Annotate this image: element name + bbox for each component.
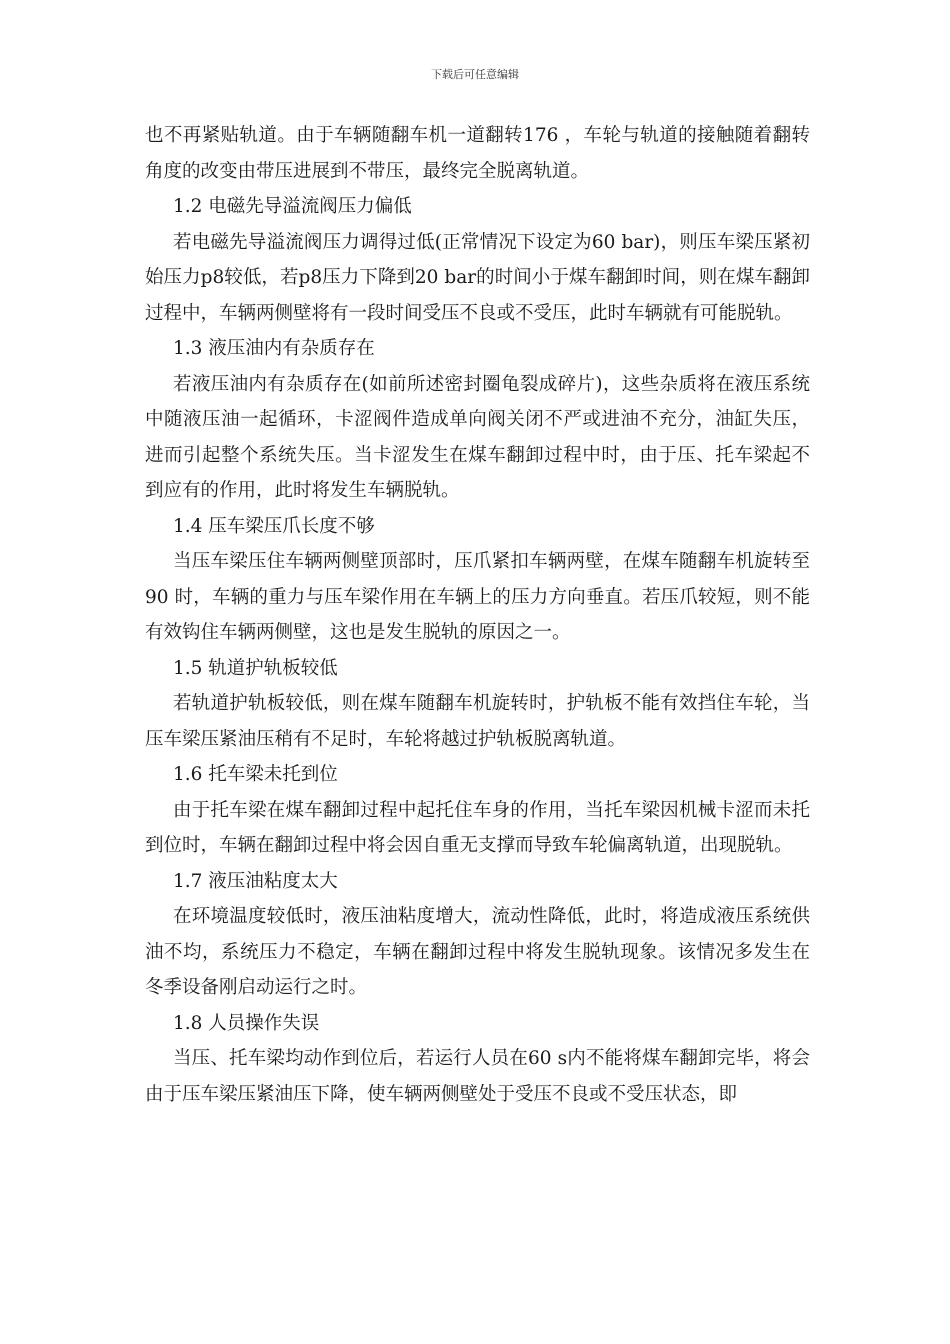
paragraph: 当压、托车梁均动作到位后，若运行人员在60 s内不能将煤车翻卸完毕，将会由于压车梁压紧油压下降，使车辆两侧壁处于受压不良或不受压状态，即 [145,1048,810,1105]
paragraph: 若液压油内有杂质存在(如前所述密封圈龟裂成碎片)，这些杂质将在液压系统中随液压油一起循环，卡涩阀件造成单向阀关闭不严或进油不充分，油缸失压，进而引起整个系统失压。当卡涩发生在煤车翻卸过程中时，由于压、托车梁起不到应有的作用，此时将发生车辆脱轨。 [145,373,810,501]
paragraph: 也不再紧贴轨道。由于车辆随翻车机一道翻转176 ，车轮与轨道的接触随着翻转角度的改变由带压进展到不带压，最终完全脱离轨道。 [145,125,810,182]
paragraph: 若电磁先导溢流阀压力调得过低(正常情况下设定为60 bar)，则压车梁压紧初始压力p8较低，若p8压力下降到20 bar的时间小于煤车翻卸时间，则在煤车翻卸过程中，车辆两侧壁将有一段时间受压不良或不受压，此时车辆就有可能脱轨。 [145,231,810,324]
section-heading: 1.7 液压油粘度太大 [173,870,338,892]
section-heading: 1.2 电磁先导溢流阀压力偏低 [173,196,412,217]
paragraph: 当压车梁压住车辆两侧壁顶部时，压爪紧扣车辆两壁，在煤车随翻车机旋转至90 时，车辆的重力与压车梁作用在车辆上的压力方向垂直。若压爪较短，则不能有效钩住车辆两侧壁，这也是发生脱轨的原因之一。 [145,551,810,643]
page-header-note: 下载后可任意编辑 [431,68,519,81]
section-heading: 1.5 轨道护轨板较低 [173,657,338,679]
paragraph: 在环境温度较低时，液压油粘度增大，流动性降低，此时，将造成液压系统供油不均，系统压力不稳定，车辆在翻卸过程中将发生脱轨现象。该情况多发生在冬季设备刚启动运行之时。 [145,906,810,998]
section-heading: 1.4 压车梁压爪长度不够 [173,515,375,537]
section-heading: 1.8 人员操作失误 [173,1012,320,1034]
section-heading: 1.3 液压油内有杂质存在 [173,338,375,359]
section-heading: 1.6 托车梁未托到位 [173,764,338,785]
paragraph: 由于托车梁在煤车翻卸过程中起托住车身的作用，当托车梁因机械卡涩而未托到位时，车辆在翻卸过程中将会因自重无支撑而导致车轮偏离轨道，出现脱轨。 [145,799,810,856]
paragraph: 若轨道护轨板较低，则在煤车随翻车机旋转时，护轨板不能有效挡住车轮，当压车梁压紧油压稍有不足时，车轮将越过护轨板脱离轨道。 [145,693,810,750]
document-body [145,118,810,1112]
